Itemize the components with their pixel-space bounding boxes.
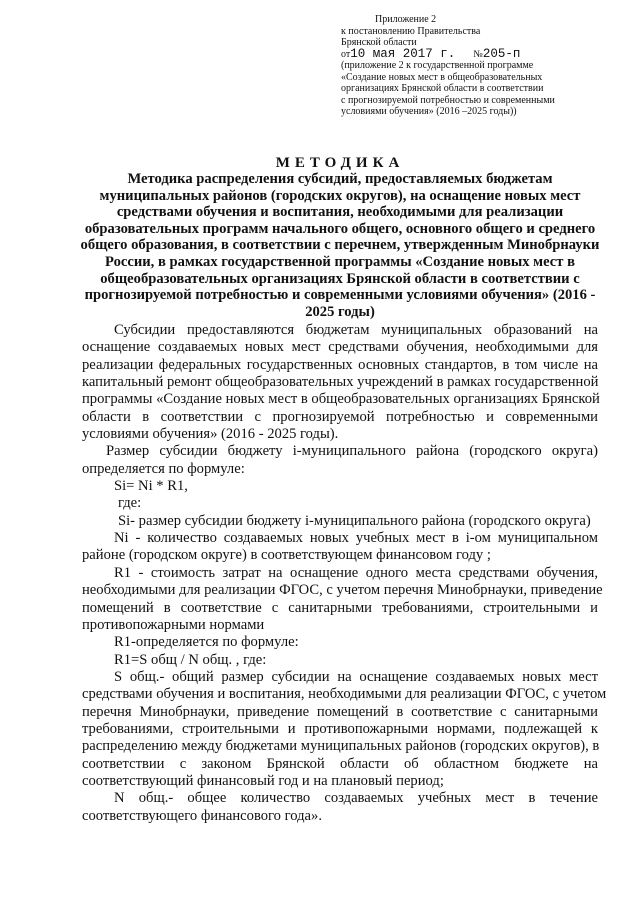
body-line: R1-определяется по формуле: [114,634,299,651]
body-line: распределению между бюджетами муниципальных районов (городских округов), в [82,738,600,755]
body-line: R1 - стоимость затрат на оснащение одного места средствами обучения, [114,564,598,581]
resolution-date: 10 мая 2017 г. [350,46,456,61]
date-prefix: от [341,48,351,60]
body-line: средствами обучения и воспитания, необходимыми для реализации ФГОС, с учетом [82,686,607,703]
body-line: необходимыми для реализации ФГОС, с учетом перечня Минобрнауки, приведение [82,582,603,599]
body-line: Si- размер субсидии бюджету i-муниципального района (городского округа) [118,512,591,529]
body-line: N общ.- общее количество создаваемых учебных мест в течение [114,790,598,807]
body-line: Ni - количество создаваемых новых учебных мест в i-ом муниципальном [114,530,598,547]
body-line: определяется по формуле: [82,460,245,477]
body-line: соответствующего финансового года». [82,807,322,824]
body-line: реализации федеральных государственных основных стандартов, в том числе на [82,356,598,373]
document-body [82,322,607,825]
appendix-program-ref: (приложение 2 к государственной программе [341,60,534,71]
document-title: МЕТОДИКА [275,155,405,171]
appendix-date-number [341,46,611,61]
appendix-resolution-ref: к постановлению Правительства [341,25,481,37]
body-line: перечня Минобрнауки, приведение помещений в соответствие с санитарными [82,703,598,720]
appendix-program-line: условиями обучения» (2016 –2025 годы)) [341,106,517,117]
subtitle-line: общего образования, в соответствии с перечнем, утвержденным Минобрнауки [80,237,600,254]
body-line: соответствии с законом Брянской области об областном бюджете на [82,755,598,772]
body-line: области в соответствии с прогнозируемой потребностью и современными [82,408,598,425]
formula-si: Si= Ni * R1, [114,478,188,495]
formula-where: где: [118,495,142,512]
appendix-label: Приложение 2 [375,14,437,25]
body-line: помещений в соответствие с санитарными требованиями, строительными и [82,599,598,616]
subtitle-line: 2025 годы) [305,303,375,320]
body-line: требованиями, строительными и противопожарными нормами, подлежащей к [82,720,598,737]
subtitle-line: средствами обучения и воспитания, необходимыми для реализации [116,204,564,221]
subtitle-line: муниципальных районов (городских округов), на оснащение новых мест [99,187,581,204]
appendix-header [341,14,611,118]
appendix-program-line: с прогнозируемой потребностью и современными [341,94,555,106]
subtitle-line: образовательных программ начального общего, основного общего и среднего [84,220,596,237]
body-line: соответствующий финансовый год и на плановый период; [82,772,444,789]
body-line: оснащение создаваемых новых мест средствами обучения, необходимыми для [82,339,598,356]
appendix-program-line: организациях Брянской области в соответствии [341,83,544,94]
resolution-number: 205-п [482,46,521,61]
subtitle-line: общеобразовательных организациях Брянской области в соответствии с [100,270,580,287]
subtitle-line: прогнозируемой потребностью и современными условиями обучения» (2016 - [84,287,596,304]
body-line: Субсидии предоставляются бюджетам муниципальных образований на [114,322,598,338]
body-line: Размер субсидии бюджету i-муниципального района (городского округа) [106,443,598,460]
number-prefix: № [473,48,483,60]
body-line: капитальный ремонт общеобразовательных учреждений в рамках государственной [82,374,599,391]
appendix-program-line: «Создание новых мест в общеобразовательных [341,71,543,83]
subtitle-line: России, в рамках государственной программы «Создание новых мест в [105,253,575,270]
appendix-region: Брянской области [341,37,417,48]
body-line: противопожарными нормами [82,616,265,633]
body-line: программы «Создание новых мест в общеобразовательных организациях Брянской [82,391,600,408]
body-line: районе (городском округе) в соответствующем финансовом году ; [82,547,491,564]
formula-r1: R1=S общ / N общ. , где: [114,651,267,668]
body-line: условиями обучения» (2016 - 2025 годы). [82,426,339,443]
body-line: S общ.- общий размер субсидии на оснащение создаваемых новых мест [114,668,598,685]
subtitle-line: Методика распределения субсидий, предоставляемых бюджетам [127,171,553,187]
document-subtitle [80,171,600,320]
